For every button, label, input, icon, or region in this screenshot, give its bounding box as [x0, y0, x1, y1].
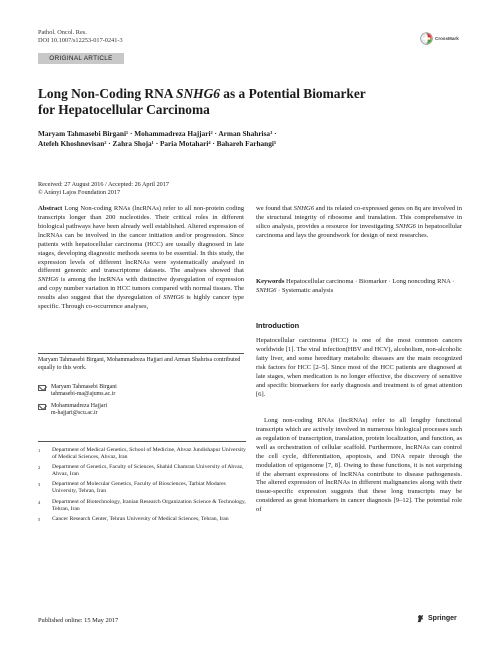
journal-name: Pathol. Oncol. Res. — [38, 29, 87, 36]
affiliation-item — [38, 481, 246, 495]
intro-paragraph: Hepatocellular carcinoma (HCC) is one of the most common cancers worldwide [1]. The viral infection(HBV and HCV), alcoholism, non-alcoholic fatty liver, and some hereditary metabolic diseases are the main recognized risk factors for HCC [2–5]. Since most of the HCC patients are diagnosed at late stages, when medication is no longer effective, the discovery of sensitive and specific biomarkers for early diagnosis and treatment is of great attention [6]. — [256, 337, 462, 398]
abstract-gene: SNHG6 — [38, 276, 59, 284]
title-line1-post: as a Potential Biomarker — [219, 86, 366, 101]
affiliation-text: Department of Genetics, Faculty of Sciences, Shahid Chamran University of Ahvaz, Ahvaz, Iran — [52, 464, 244, 478]
contact-entry — [38, 403, 244, 418]
contact-email[interactable]: m-hajjari@scu.ac.ir — [51, 410, 98, 417]
abstract-gene: SNHG6 — [163, 294, 184, 302]
envelope-icon — [38, 404, 46, 410]
affiliation-number: 2 — [38, 465, 41, 471]
affiliation-number: 5 — [38, 516, 41, 522]
affiliation-item — [38, 447, 246, 461]
author-list — [38, 129, 468, 149]
affiliation-text: Department of Medical Genetics, School of Medicine, Ahvaz Jundishapur University of Medical Sciences, Ahvaz, Iran — [52, 447, 246, 461]
copyright: © Arányi Lajos Foundation 2017 — [38, 188, 121, 196]
crossmark-badge[interactable] — [420, 32, 459, 45]
published-date: Published online: 15 May 2017 — [38, 617, 119, 624]
abstract-text: Long Non-coding RNAs (lncRNAs) refer to all non-protein coding transcripts longer than 200 nucleotides. Their critical roles in different biological pathways have been already well established. Altered expression of lncRNAs can be involved in the cancer initiation and/or progression. Since patients with hepatocellular carcinoma (HCC) are usually diagnosed in late stages, developing diagnostic methods seems to be essential. In this study, the expression levels of different lncRNAs were systematically analysed in different genomic and transcriptome datasets. The analyses showed that — [38, 205, 244, 275]
springer-horse-icon — [416, 614, 425, 623]
affiliation-number: 4 — [38, 499, 41, 505]
section-heading: Introduction — [256, 321, 300, 330]
title-gene: SNHG6 — [176, 86, 220, 101]
crossmark-label: CrossMark — [435, 36, 459, 41]
keywords-text: Hepatocellular carcinoma · Biomarker · Long noncoding RNA · — [284, 278, 455, 285]
affiliation-list — [38, 447, 246, 526]
affiliation-item — [38, 499, 246, 513]
crossmark-icon — [420, 32, 433, 45]
keywords-text: · Systematic analysis — [276, 286, 334, 294]
authors-line1[interactable]: Maryam Tahmasebi Birgani¹ · Mohammadreza Hajjari² · Arman Shahrisa³ · — [38, 129, 277, 138]
affiliation-text: Cancer Research Center, Tehran University of Medical Sciences, Tehran, Iran — [52, 515, 229, 522]
keywords-label: Keywords — [256, 278, 285, 285]
journal-citation — [38, 29, 123, 45]
footnote-divider — [38, 353, 244, 354]
abstract-gene: SNHG6 — [395, 222, 416, 230]
publisher-logo[interactable] — [416, 614, 457, 623]
intro-paragraph: Long non-coding RNAs (lncRNAs) refer to all lengthy functional transcripts which are actively involved in numerous biological processes such as regulation of transcription, translation, protein localization, and function, as well as orchestration of cellular scaffold. Furthermore, lncRNAs can control the cell cycle, differentiation, apoptosis, and DNA repair through the modulation of epigenome [7, 8]. Owing to these functions, it is not surprising if the aberrant expressions of lncRNAs contribute to disease pathogenesis. The altered expression of lncRNAs in different malignancies along with their tissue-specific expression suggests that these long transcripts may be considered as great biomarkers in cancer diagnosis [9–12]. The potential role of — [256, 417, 462, 514]
abstract-text: is among the lncRNAs with distinctive dysregulation of expression and copy number variation in HCC tumors compared with normal tissues. The results also suggest that the dysregulation of — [38, 276, 244, 302]
contact-list — [38, 384, 244, 422]
abstract-continued — [256, 205, 462, 241]
article-title — [38, 86, 458, 118]
abstract-text: in hepatocellular carcinoma and lays the groundwork for design of next researches. — [256, 222, 463, 239]
authors-line2[interactable]: Atefeh Khoshnevisan² · Zahra Shoja¹ · Paria Motahari⁴ · Bahareh Farhangi⁵ — [38, 139, 277, 148]
affiliation-text: Department of Biotechnology, Iranian Research Organization Science & Technology, Tehran, Iran — [52, 498, 246, 512]
keywords — [256, 278, 462, 296]
abstract-label: Abstract — [38, 205, 63, 212]
contact-email[interactable]: tahmasebi-ma@ajums.ac.ir — [51, 391, 116, 398]
contribution-note: Maryam Tahmasebi Birgani, Mohammadreza Hajjari and Arman Shahrisa contributed equally to this work. — [38, 357, 241, 371]
received-accepted: Received: 27 August 2016 / Accepted: 26 April 2017 — [38, 181, 169, 188]
publisher-name: Springer — [428, 615, 457, 622]
envelope-icon — [38, 385, 46, 391]
abstract — [38, 205, 244, 312]
affiliation-divider — [38, 441, 246, 442]
contact-name: Maryam Tahmasebi Birgani — [51, 384, 117, 390]
article-dates — [38, 181, 169, 196]
title-line1-pre: Long Non-Coding RNA — [38, 86, 177, 101]
affiliation-item — [38, 464, 246, 478]
doi-link[interactable]: DOI 10.1007/s12253-017-0241-3 — [38, 37, 123, 44]
affiliation-text: Department of Molecular Genetics, Faculty of Biosciences, Tarbiat Modares University, Tehran, Iran — [52, 481, 226, 495]
abstract-gene: SNHG6 — [293, 205, 315, 212]
contact-name: Mohammadreza Hajjari — [51, 402, 108, 409]
abstract-text: and its related co-expressed genes on 8q are involved in the structural integrity of ribosome and translation. This comprehensive in silico analysis, provides a resource for investigating — [256, 205, 462, 230]
abstract-text: we found that — [256, 205, 294, 212]
affiliation-number: 3 — [38, 482, 41, 488]
contact-entry — [38, 384, 244, 399]
abstract-text: is highly cancer type specific. Through co-occurrence analyses, — [38, 294, 244, 311]
article-type-badge: ORIGINAL ARTICLE — [38, 53, 124, 64]
keywords-gene: SNHG6 — [256, 286, 277, 294]
affiliation-item — [38, 516, 246, 523]
affiliation-number: 1 — [38, 448, 41, 453]
title-line2: for Hepatocellular Carcinoma — [38, 102, 210, 117]
